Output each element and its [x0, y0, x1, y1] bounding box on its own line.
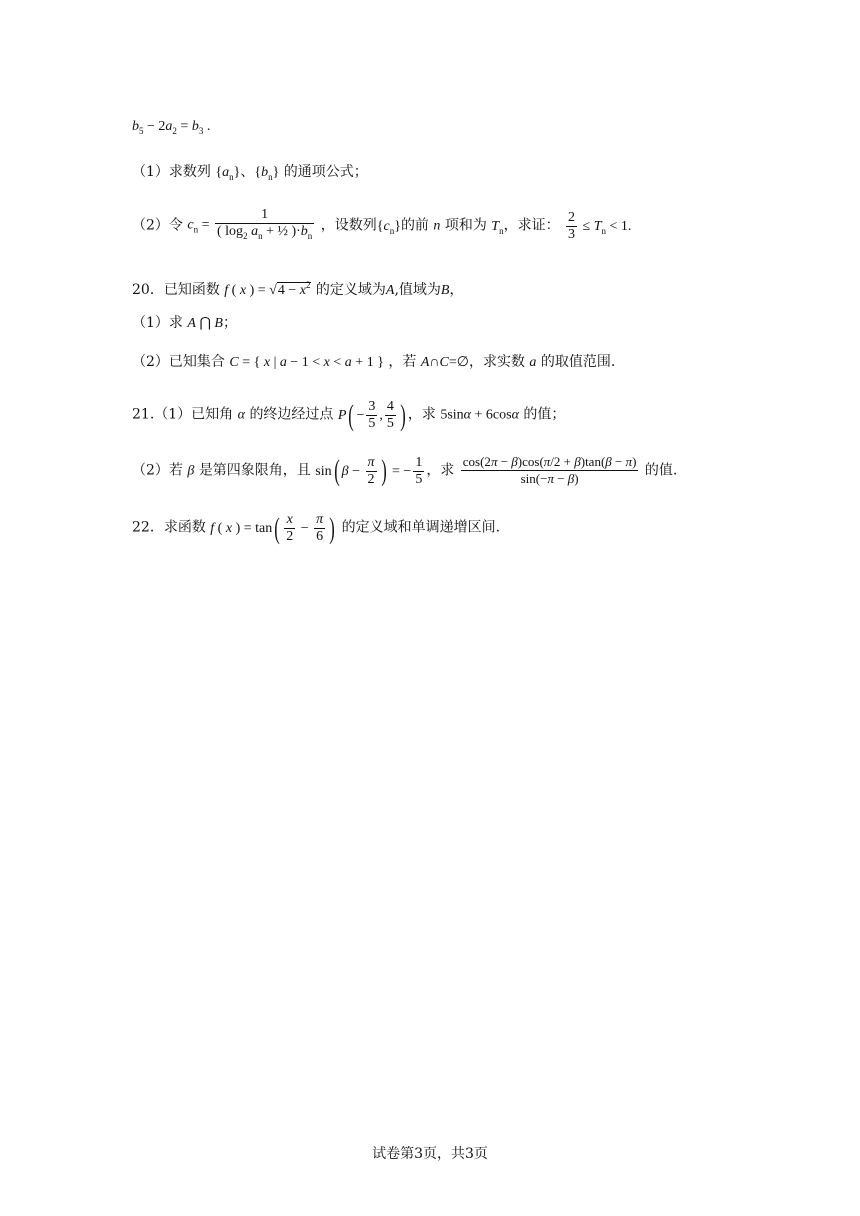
q19-part2-mid3: 项和为	[444, 217, 487, 234]
q20-suffix: 的定义域为	[315, 282, 386, 298]
q22: 22．求函数 f ( x ) = tan( $\frac{x}{2}$ − $\frac{\pi}{6}$ ) 的定义域和单调递增区间.	[132, 511, 501, 545]
q20-part2: （2）已知集合 C = { x | a − 1 < x < a + 1 } ，若 A∩C=∅，求实数 a 的取值范围.	[132, 354, 616, 370]
q22-prefix: 22．求函数	[132, 519, 206, 536]
q19-part2-mid2: 的前	[400, 217, 429, 234]
q21-part2-prefix: （2）若	[132, 462, 183, 479]
q19-part1-mid: 、	[240, 164, 255, 180]
q20-suffix2: ,值域为	[394, 282, 441, 298]
equation-b5: $b_5 - 2a_2 = b_3$ .	[132, 119, 211, 136]
q20-part2-mid: ，若	[388, 354, 417, 370]
q21-part1-prefix: 21.（1）已知角	[132, 406, 234, 423]
q21-part2-end: 的值.	[644, 462, 678, 479]
q19-part2-mid: ，设数列	[320, 217, 377, 234]
q21-part2-mid2: ，求	[426, 462, 455, 479]
q19-part1-prefix: （1）求数列	[132, 164, 211, 180]
q20-part2-prefix: （2）已知集合	[132, 354, 225, 370]
q19-part1: （1）求数列 $\{a_n\}$、$\{b_n\}$ 的通项公式；	[132, 164, 368, 182]
q21-part1-mid: 的终边经过点	[249, 406, 334, 423]
q22-end: 的定义域和单调递增区间.	[341, 519, 501, 536]
q20-part2-suffix: ，求实数	[468, 354, 525, 370]
q19-part1-suffix: 的通项公式；	[283, 164, 368, 180]
q20: 20．已知函数 f ( x ) = $√4 - x^2$ 的定义域为A,值域为B，	[132, 280, 464, 298]
q19-part2-prefix: （2）令	[132, 217, 183, 234]
q21-part1-end: 的值；	[523, 406, 566, 423]
q20-part1: （1）求 A ⋂ B；	[132, 315, 237, 331]
q19-part2: （2）令 $c_n$ = $\frac{1}{( \log_2 a_n + \frac{1}{2} )\cdot b_n}$ ，设数列$\{c_n\}$的前 n 项和为 $T_n$，求证： $\frac{2}{3}$ ≤ $T_n < 1$.	[132, 207, 632, 242]
q21-part2-mid: 是第四象限角，且	[198, 462, 311, 479]
q19-part2-mid4: ，求证：	[503, 217, 560, 234]
q20-part1-prefix: （1）求	[132, 315, 183, 331]
q21-part1-mid2: ，求	[407, 406, 436, 423]
page-footer: 试卷第3页，共3页	[372, 1146, 488, 1162]
q20-prefix: 20．已知函数	[132, 282, 220, 298]
q21-part1: 21.（1）已知角 α 的终边经过点 P( − $\frac{3}{5}$ , $\frac{4}{5}$ ) ，求 5sinα + 6cosα 的值；	[132, 398, 566, 432]
q21-part2: （2）若 β 是第四象限角，且 sin( β − $\frac{\pi}{2}$ ) = − $\frac{1}{5}$ ，求 $\frac{\cos(2\pi - \beta)\cos(\pi/2 + \beta)\tan(\beta - \pi)}{\sin(-\pi - \beta)}$ 的值.	[132, 454, 678, 488]
q20-part2-end: 的取值范围.	[540, 354, 616, 370]
